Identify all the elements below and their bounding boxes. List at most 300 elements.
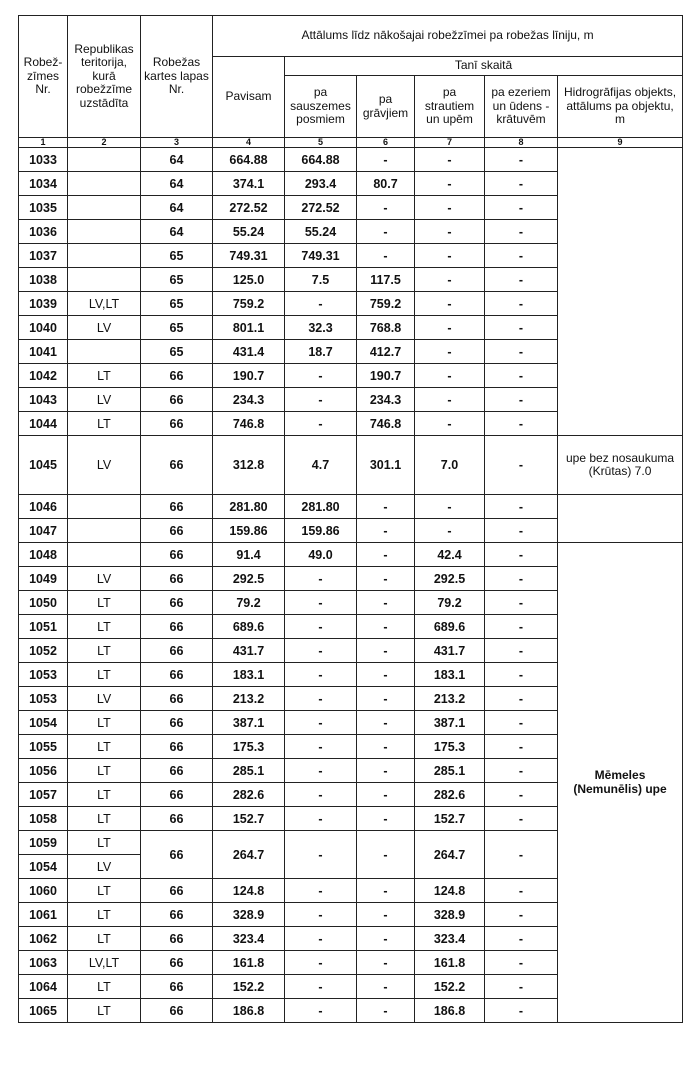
ditch-cell: - — [357, 567, 415, 591]
map-sheet-cell: 66 — [141, 903, 213, 927]
mark-number-cell: 1034 — [19, 172, 68, 196]
map-sheet-cell: 66 — [141, 364, 213, 388]
table-body — [19, 148, 683, 1023]
total-cell: 282.6 — [213, 783, 285, 807]
column-number-row — [19, 138, 683, 148]
land-cell: 293.4 — [285, 172, 357, 196]
total-cell: 387.1 — [213, 711, 285, 735]
territory-cell: LV — [68, 436, 141, 495]
lake-cell: - — [485, 196, 558, 220]
river-cell: - — [415, 388, 485, 412]
lake-cell: - — [485, 639, 558, 663]
ditch-cell: 301.1 — [357, 436, 415, 495]
land-cell: - — [285, 927, 357, 951]
total-cell: 159.86 — [213, 519, 285, 543]
map-sheet-cell: 66 — [141, 412, 213, 436]
total-cell: 689.6 — [213, 615, 285, 639]
territory-cell: LT — [68, 711, 141, 735]
mark-number-cell: 1062 — [19, 927, 68, 951]
map-sheet-cell: 66 — [141, 687, 213, 711]
map-sheet-cell: 66 — [141, 567, 213, 591]
river-cell: 323.4 — [415, 927, 485, 951]
ditch-cell: - — [357, 975, 415, 999]
lake-cell: - — [485, 903, 558, 927]
map-sheet-cell: 66 — [141, 831, 213, 879]
mark-number-cell: 1050 — [19, 591, 68, 615]
map-sheet-cell: 65 — [141, 268, 213, 292]
lake-cell: - — [485, 783, 558, 807]
lake-cell: - — [485, 591, 558, 615]
ditch-cell: - — [357, 639, 415, 663]
header-map-sheet: Robežas kartes lapas Nr. — [141, 16, 213, 138]
map-sheet-cell: 66 — [141, 591, 213, 615]
total-cell: 175.3 — [213, 735, 285, 759]
map-sheet-cell: 66 — [141, 711, 213, 735]
river-cell: - — [415, 196, 485, 220]
table-row — [19, 543, 683, 567]
territory-cell — [68, 196, 141, 220]
hydrography-cell-krutas: upe bez nosaukuma (Krūtas) 7.0 — [558, 436, 683, 495]
river-cell: 213.2 — [415, 687, 485, 711]
ditch-cell: - — [357, 519, 415, 543]
total-cell: 312.8 — [213, 436, 285, 495]
lake-cell: - — [485, 711, 558, 735]
column-number: 1 — [19, 138, 68, 148]
river-cell: 292.5 — [415, 567, 485, 591]
map-sheet-cell: 66 — [141, 615, 213, 639]
territory-cell: LT — [68, 759, 141, 783]
mark-number-cell: 1035 — [19, 196, 68, 220]
river-cell: - — [415, 268, 485, 292]
lake-cell: - — [485, 951, 558, 975]
header-territory: Republikas teritorija, kurā robežzīme uzstādīta — [68, 16, 141, 138]
total-cell: 664.88 — [213, 148, 285, 172]
territory-cell — [68, 340, 141, 364]
river-cell: 282.6 — [415, 783, 485, 807]
map-sheet-cell: 66 — [141, 495, 213, 519]
mark-number-cell: 1055 — [19, 735, 68, 759]
ditch-cell: 190.7 — [357, 364, 415, 388]
lake-cell: - — [485, 495, 558, 519]
map-sheet-cell: 65 — [141, 340, 213, 364]
ditch-cell: - — [357, 687, 415, 711]
total-cell: 91.4 — [213, 543, 285, 567]
territory-cell — [68, 543, 141, 567]
lake-cell: - — [485, 999, 558, 1023]
land-cell: 272.52 — [285, 196, 357, 220]
land-cell: 18.7 — [285, 340, 357, 364]
land-cell: - — [285, 591, 357, 615]
river-cell: 328.9 — [415, 903, 485, 927]
total-cell: 292.5 — [213, 567, 285, 591]
land-cell: - — [285, 639, 357, 663]
land-cell: - — [285, 663, 357, 687]
mark-number-cell: 1056 — [19, 759, 68, 783]
river-cell: 689.6 — [415, 615, 485, 639]
ditch-cell: - — [357, 591, 415, 615]
column-number: 3 — [141, 138, 213, 148]
total-cell: 323.4 — [213, 927, 285, 951]
river-cell: 431.7 — [415, 639, 485, 663]
land-cell: 55.24 — [285, 220, 357, 244]
map-sheet-cell: 66 — [141, 388, 213, 412]
land-cell: - — [285, 783, 357, 807]
header-mark-number: Robež-zīmes Nr. — [19, 16, 68, 138]
river-cell: 79.2 — [415, 591, 485, 615]
mark-number-cell: 1048 — [19, 543, 68, 567]
territory-cell: LV — [68, 687, 141, 711]
lake-cell: - — [485, 975, 558, 999]
river-cell: 387.1 — [415, 711, 485, 735]
river-cell: 7.0 — [415, 436, 485, 495]
hydrography-cell-empty — [558, 495, 683, 543]
map-sheet-cell: 65 — [141, 316, 213, 340]
ditch-cell: - — [357, 196, 415, 220]
territory-cell: LT — [68, 639, 141, 663]
lake-cell: - — [485, 364, 558, 388]
ditch-cell: - — [357, 543, 415, 567]
mark-number-cell: 1060 — [19, 879, 68, 903]
total-cell: 749.31 — [213, 244, 285, 268]
lake-cell: - — [485, 615, 558, 639]
lake-cell: - — [485, 244, 558, 268]
mark-number-cell: 1049 — [19, 567, 68, 591]
total-cell: 374.1 — [213, 172, 285, 196]
mark-number-cell: 1047 — [19, 519, 68, 543]
territory-cell: LV — [68, 855, 141, 879]
land-cell: - — [285, 807, 357, 831]
column-number: 2 — [68, 138, 141, 148]
header-land-sections: pa sauszemes posmiem — [285, 76, 357, 138]
lake-cell: - — [485, 436, 558, 495]
ditch-cell: 412.7 — [357, 340, 415, 364]
river-cell: - — [415, 244, 485, 268]
mark-number-cell: 1043 — [19, 388, 68, 412]
river-cell: - — [415, 519, 485, 543]
mark-number-cell: 1039 — [19, 292, 68, 316]
ditch-cell: - — [357, 244, 415, 268]
river-cell: 186.8 — [415, 999, 485, 1023]
ditch-cell: - — [357, 148, 415, 172]
map-sheet-cell: 66 — [141, 663, 213, 687]
lake-cell: - — [485, 663, 558, 687]
land-cell: 159.86 — [285, 519, 357, 543]
land-cell: 749.31 — [285, 244, 357, 268]
mark-number-cell: 1036 — [19, 220, 68, 244]
map-sheet-cell: 65 — [141, 292, 213, 316]
river-cell: 183.1 — [415, 663, 485, 687]
mark-number-cell: 1057 — [19, 783, 68, 807]
ditch-cell: 80.7 — [357, 172, 415, 196]
header-rivers: pa strautiem un upēm — [415, 76, 485, 138]
land-cell: 32.3 — [285, 316, 357, 340]
territory-cell: LT — [68, 999, 141, 1023]
ditch-cell: - — [357, 615, 415, 639]
land-cell: - — [285, 759, 357, 783]
territory-cell: LT — [68, 615, 141, 639]
lake-cell: - — [485, 220, 558, 244]
map-sheet-cell: 66 — [141, 735, 213, 759]
land-cell: - — [285, 412, 357, 436]
territory-cell — [68, 220, 141, 244]
mark-number-cell: 1052 — [19, 639, 68, 663]
total-cell: 285.1 — [213, 759, 285, 783]
land-cell: - — [285, 735, 357, 759]
ditch-cell: - — [357, 807, 415, 831]
map-sheet-cell: 66 — [141, 927, 213, 951]
mark-number-cell: 1061 — [19, 903, 68, 927]
header-ditches: pa grāvjiem — [357, 76, 415, 138]
column-number: 9 — [558, 138, 683, 148]
header-lakes: pa ezeriem un ūdens - krātuvēm — [485, 76, 558, 138]
map-sheet-cell: 66 — [141, 951, 213, 975]
land-cell: - — [285, 903, 357, 927]
mark-number-cell: 1053 — [19, 687, 68, 711]
map-sheet-cell: 64 — [141, 148, 213, 172]
river-cell: 152.2 — [415, 975, 485, 999]
territory-cell: LT — [68, 735, 141, 759]
boundary-marks-table — [18, 15, 683, 1023]
header-total: Pavisam — [213, 57, 285, 138]
total-cell: 124.8 — [213, 879, 285, 903]
lake-cell: - — [485, 292, 558, 316]
total-cell: 431.4 — [213, 340, 285, 364]
mark-number-cell: 1054 — [19, 711, 68, 735]
ditch-cell: - — [357, 879, 415, 903]
lake-cell: - — [485, 148, 558, 172]
territory-cell: LV — [68, 316, 141, 340]
territory-cell — [68, 495, 141, 519]
ditch-cell: 117.5 — [357, 268, 415, 292]
land-cell: - — [285, 364, 357, 388]
column-number: 7 — [415, 138, 485, 148]
territory-cell: LV,LT — [68, 951, 141, 975]
ditch-cell: 768.8 — [357, 316, 415, 340]
hydrography-cell-nemunelis — [558, 543, 683, 1023]
table-row — [19, 495, 683, 519]
river-cell: - — [415, 495, 485, 519]
hydrography-cell-nemunelis-line: Mēmeles — [594, 768, 646, 783]
land-cell: - — [285, 951, 357, 975]
total-cell: 125.0 — [213, 268, 285, 292]
column-number: 8 — [485, 138, 558, 148]
land-cell: - — [285, 711, 357, 735]
river-cell: - — [415, 148, 485, 172]
river-cell: - — [415, 220, 485, 244]
territory-cell: LT — [68, 663, 141, 687]
land-cell: - — [285, 567, 357, 591]
land-cell: - — [285, 687, 357, 711]
land-cell: 4.7 — [285, 436, 357, 495]
map-sheet-cell: 66 — [141, 807, 213, 831]
river-cell: 161.8 — [415, 951, 485, 975]
ditch-cell: - — [357, 927, 415, 951]
river-cell: 264.7 — [415, 831, 485, 879]
territory-cell: LV,LT — [68, 292, 141, 316]
map-sheet-cell: 64 — [141, 220, 213, 244]
total-cell: 759.2 — [213, 292, 285, 316]
territory-cell — [68, 172, 141, 196]
mark-number-cell: 1042 — [19, 364, 68, 388]
territory-cell: LT — [68, 879, 141, 903]
total-cell: 281.80 — [213, 495, 285, 519]
ditch-cell: 234.3 — [357, 388, 415, 412]
map-sheet-cell: 66 — [141, 999, 213, 1023]
total-cell: 152.2 — [213, 975, 285, 999]
mark-number-cell: 1059 — [19, 831, 68, 855]
land-cell: - — [285, 831, 357, 879]
lake-cell: - — [485, 567, 558, 591]
river-cell: - — [415, 172, 485, 196]
ditch-cell: - — [357, 903, 415, 927]
ditch-cell: - — [357, 783, 415, 807]
table-row — [19, 148, 683, 172]
lake-cell: - — [485, 927, 558, 951]
river-cell: 175.3 — [415, 735, 485, 759]
river-cell: - — [415, 316, 485, 340]
mark-number-cell: 1037 — [19, 244, 68, 268]
territory-cell: LV — [68, 388, 141, 412]
territory-cell — [68, 244, 141, 268]
lake-cell: - — [485, 831, 558, 879]
total-cell: 328.9 — [213, 903, 285, 927]
territory-cell: LT — [68, 903, 141, 927]
ditch-cell: - — [357, 495, 415, 519]
total-cell: 161.8 — [213, 951, 285, 975]
hydrography-cell-nemunelis-line: (Nemunēlis) upe — [573, 781, 667, 796]
lake-cell: - — [485, 172, 558, 196]
lake-cell: - — [485, 735, 558, 759]
ditch-cell: - — [357, 951, 415, 975]
total-cell: 234.3 — [213, 388, 285, 412]
map-sheet-cell: 66 — [141, 639, 213, 663]
total-cell: 186.8 — [213, 999, 285, 1023]
mark-number-cell: 1058 — [19, 807, 68, 831]
river-cell: - — [415, 412, 485, 436]
ditch-cell: - — [357, 735, 415, 759]
map-sheet-cell: 66 — [141, 543, 213, 567]
table-row — [19, 436, 683, 495]
ditch-cell: - — [357, 663, 415, 687]
ditch-cell: 759.2 — [357, 292, 415, 316]
total-cell: 55.24 — [213, 220, 285, 244]
lake-cell: - — [485, 543, 558, 567]
land-cell: 664.88 — [285, 148, 357, 172]
river-cell: 152.7 — [415, 807, 485, 831]
lake-cell: - — [485, 807, 558, 831]
ditch-cell: - — [357, 831, 415, 879]
territory-cell: LT — [68, 831, 141, 855]
map-sheet-cell: 66 — [141, 759, 213, 783]
territory-cell: LT — [68, 591, 141, 615]
lake-cell: - — [485, 412, 558, 436]
lake-cell: - — [485, 687, 558, 711]
mark-number-cell: 1051 — [19, 615, 68, 639]
header-of-which: Tanī skaitā — [285, 57, 683, 76]
mark-number-cell: 1040 — [19, 316, 68, 340]
territory-cell: LT — [68, 412, 141, 436]
land-cell: - — [285, 879, 357, 903]
lake-cell: - — [485, 268, 558, 292]
total-cell: 213.2 — [213, 687, 285, 711]
header-hydrography: Hidrogrāfijas objekts, attālums pa objektu, m — [558, 76, 683, 138]
territory-cell: LT — [68, 807, 141, 831]
territory-cell — [68, 268, 141, 292]
land-cell: 281.80 — [285, 495, 357, 519]
map-sheet-cell: 64 — [141, 172, 213, 196]
river-cell: - — [415, 292, 485, 316]
mark-number-cell: 1065 — [19, 999, 68, 1023]
ditch-cell: - — [357, 220, 415, 244]
mark-number-cell: 1054 — [19, 855, 68, 879]
river-cell: 124.8 — [415, 879, 485, 903]
total-cell: 431.7 — [213, 639, 285, 663]
lake-cell: - — [485, 879, 558, 903]
territory-cell — [68, 148, 141, 172]
land-cell: - — [285, 292, 357, 316]
column-number: 6 — [357, 138, 415, 148]
header-distance-title: Attālums līdz nākošajai robežzīmei pa robežas līniju, m — [213, 16, 683, 57]
land-cell: 49.0 — [285, 543, 357, 567]
map-sheet-cell: 66 — [141, 519, 213, 543]
column-number: 5 — [285, 138, 357, 148]
total-cell: 746.8 — [213, 412, 285, 436]
lake-cell: - — [485, 759, 558, 783]
ditch-cell: - — [357, 999, 415, 1023]
mark-number-cell: 1046 — [19, 495, 68, 519]
territory-cell: LT — [68, 364, 141, 388]
land-cell: - — [285, 388, 357, 412]
land-cell: - — [285, 999, 357, 1023]
mark-number-cell: 1038 — [19, 268, 68, 292]
map-sheet-cell: 65 — [141, 244, 213, 268]
river-cell: - — [415, 364, 485, 388]
lake-cell: - — [485, 340, 558, 364]
territory-cell: LT — [68, 783, 141, 807]
map-sheet-cell: 66 — [141, 436, 213, 495]
map-sheet-cell: 66 — [141, 879, 213, 903]
territory-cell: LT — [68, 975, 141, 999]
total-cell: 264.7 — [213, 831, 285, 879]
ditch-cell: - — [357, 759, 415, 783]
map-sheet-cell: 64 — [141, 196, 213, 220]
total-cell: 183.1 — [213, 663, 285, 687]
total-cell: 801.1 — [213, 316, 285, 340]
map-sheet-cell: 66 — [141, 783, 213, 807]
mark-number-cell: 1041 — [19, 340, 68, 364]
river-cell: 285.1 — [415, 759, 485, 783]
hydrography-cell-empty — [558, 148, 683, 436]
total-cell: 152.7 — [213, 807, 285, 831]
total-cell: 79.2 — [213, 591, 285, 615]
ditch-cell: - — [357, 711, 415, 735]
mark-number-cell: 1053 — [19, 663, 68, 687]
mark-number-cell: 1033 — [19, 148, 68, 172]
total-cell: 190.7 — [213, 364, 285, 388]
lake-cell: - — [485, 388, 558, 412]
land-cell: - — [285, 975, 357, 999]
mark-number-cell: 1044 — [19, 412, 68, 436]
mark-number-cell: 1063 — [19, 951, 68, 975]
land-cell: 7.5 — [285, 268, 357, 292]
territory-cell: LV — [68, 567, 141, 591]
territory-cell: LT — [68, 927, 141, 951]
total-cell: 272.52 — [213, 196, 285, 220]
ditch-cell: 746.8 — [357, 412, 415, 436]
mark-number-cell: 1045 — [19, 436, 68, 495]
land-cell: - — [285, 615, 357, 639]
mark-number-cell: 1064 — [19, 975, 68, 999]
